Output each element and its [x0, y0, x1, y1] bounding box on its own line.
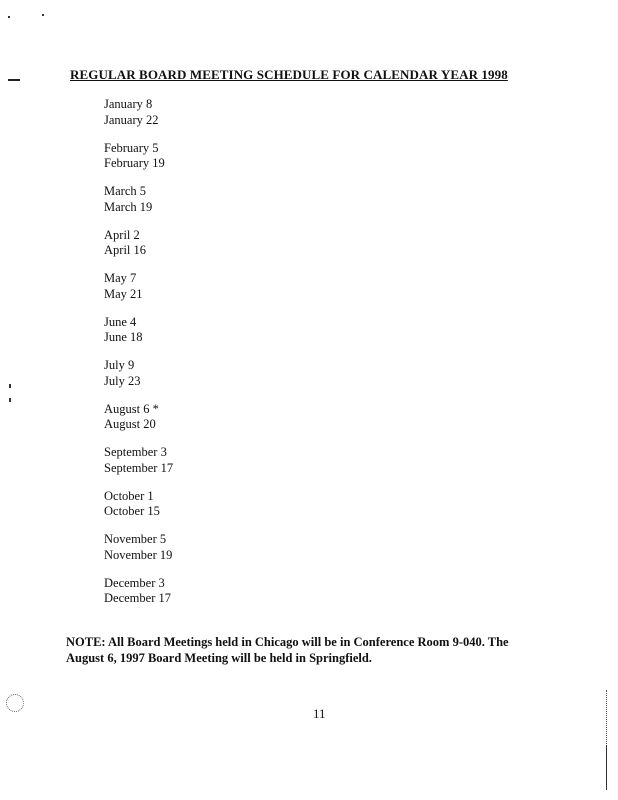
- meeting-date: December 3: [104, 575, 165, 590]
- scan-smudge: [6, 694, 24, 712]
- meeting-date: April 2: [104, 227, 140, 242]
- scan-speck: [8, 16, 10, 18]
- meeting-date: January 22: [104, 112, 159, 127]
- month-group: [104, 271, 173, 302]
- meeting-date: August 6 *: [104, 401, 159, 416]
- meeting-date: March 19: [104, 199, 153, 214]
- meeting-date: December 17: [104, 591, 171, 605]
- meeting-schedule-list: [104, 97, 173, 619]
- month-group: [104, 445, 173, 476]
- scan-speck: [9, 384, 11, 388]
- meeting-date: November 5: [104, 532, 167, 546]
- month-group: [104, 358, 173, 389]
- meeting-date: May 7: [104, 271, 137, 285]
- scan-speck: [42, 14, 44, 16]
- meeting-date: February 5: [104, 140, 159, 155]
- month-group: [104, 228, 173, 259]
- document-title: REGULAR BOARD MEETING SCHEDULE FOR CALENDAR YEAR 1998: [70, 67, 508, 82]
- meeting-date: October 1: [104, 488, 154, 503]
- month-group: [104, 402, 173, 433]
- scan-edge-line: [606, 745, 607, 790]
- meeting-date: July 23: [104, 373, 141, 388]
- scan-mark: [8, 79, 20, 81]
- month-group: [104, 97, 173, 128]
- month-group: [104, 315, 173, 346]
- scan-speck: [9, 398, 11, 402]
- meeting-date: October 15: [104, 504, 160, 518]
- meeting-date: January 8: [104, 97, 153, 111]
- schedule-note: NOTE: All Board Meetings held in Chicago will be in Conference Room 9-040. The August 6, 1997 Board Meeting will be held in Springfield.: [66, 635, 509, 665]
- month-group: [104, 576, 173, 607]
- meeting-date: May 21: [104, 286, 143, 301]
- meeting-date: April 16: [104, 243, 147, 257]
- meeting-date: August 20: [104, 417, 156, 431]
- meeting-date: September 17: [104, 460, 174, 475]
- month-group: [104, 141, 173, 172]
- meeting-date: November 19: [104, 547, 173, 562]
- month-group: [104, 184, 173, 215]
- meeting-date: June 18: [104, 330, 143, 344]
- meeting-date: September 3: [104, 445, 167, 459]
- page-number: 11: [313, 706, 326, 721]
- meeting-date: February 19: [104, 156, 165, 170]
- meeting-date: July 9: [104, 358, 135, 372]
- month-group: [104, 532, 173, 563]
- meeting-date: June 4: [104, 314, 137, 329]
- meeting-date: March 5: [104, 184, 146, 198]
- month-group: [104, 489, 173, 520]
